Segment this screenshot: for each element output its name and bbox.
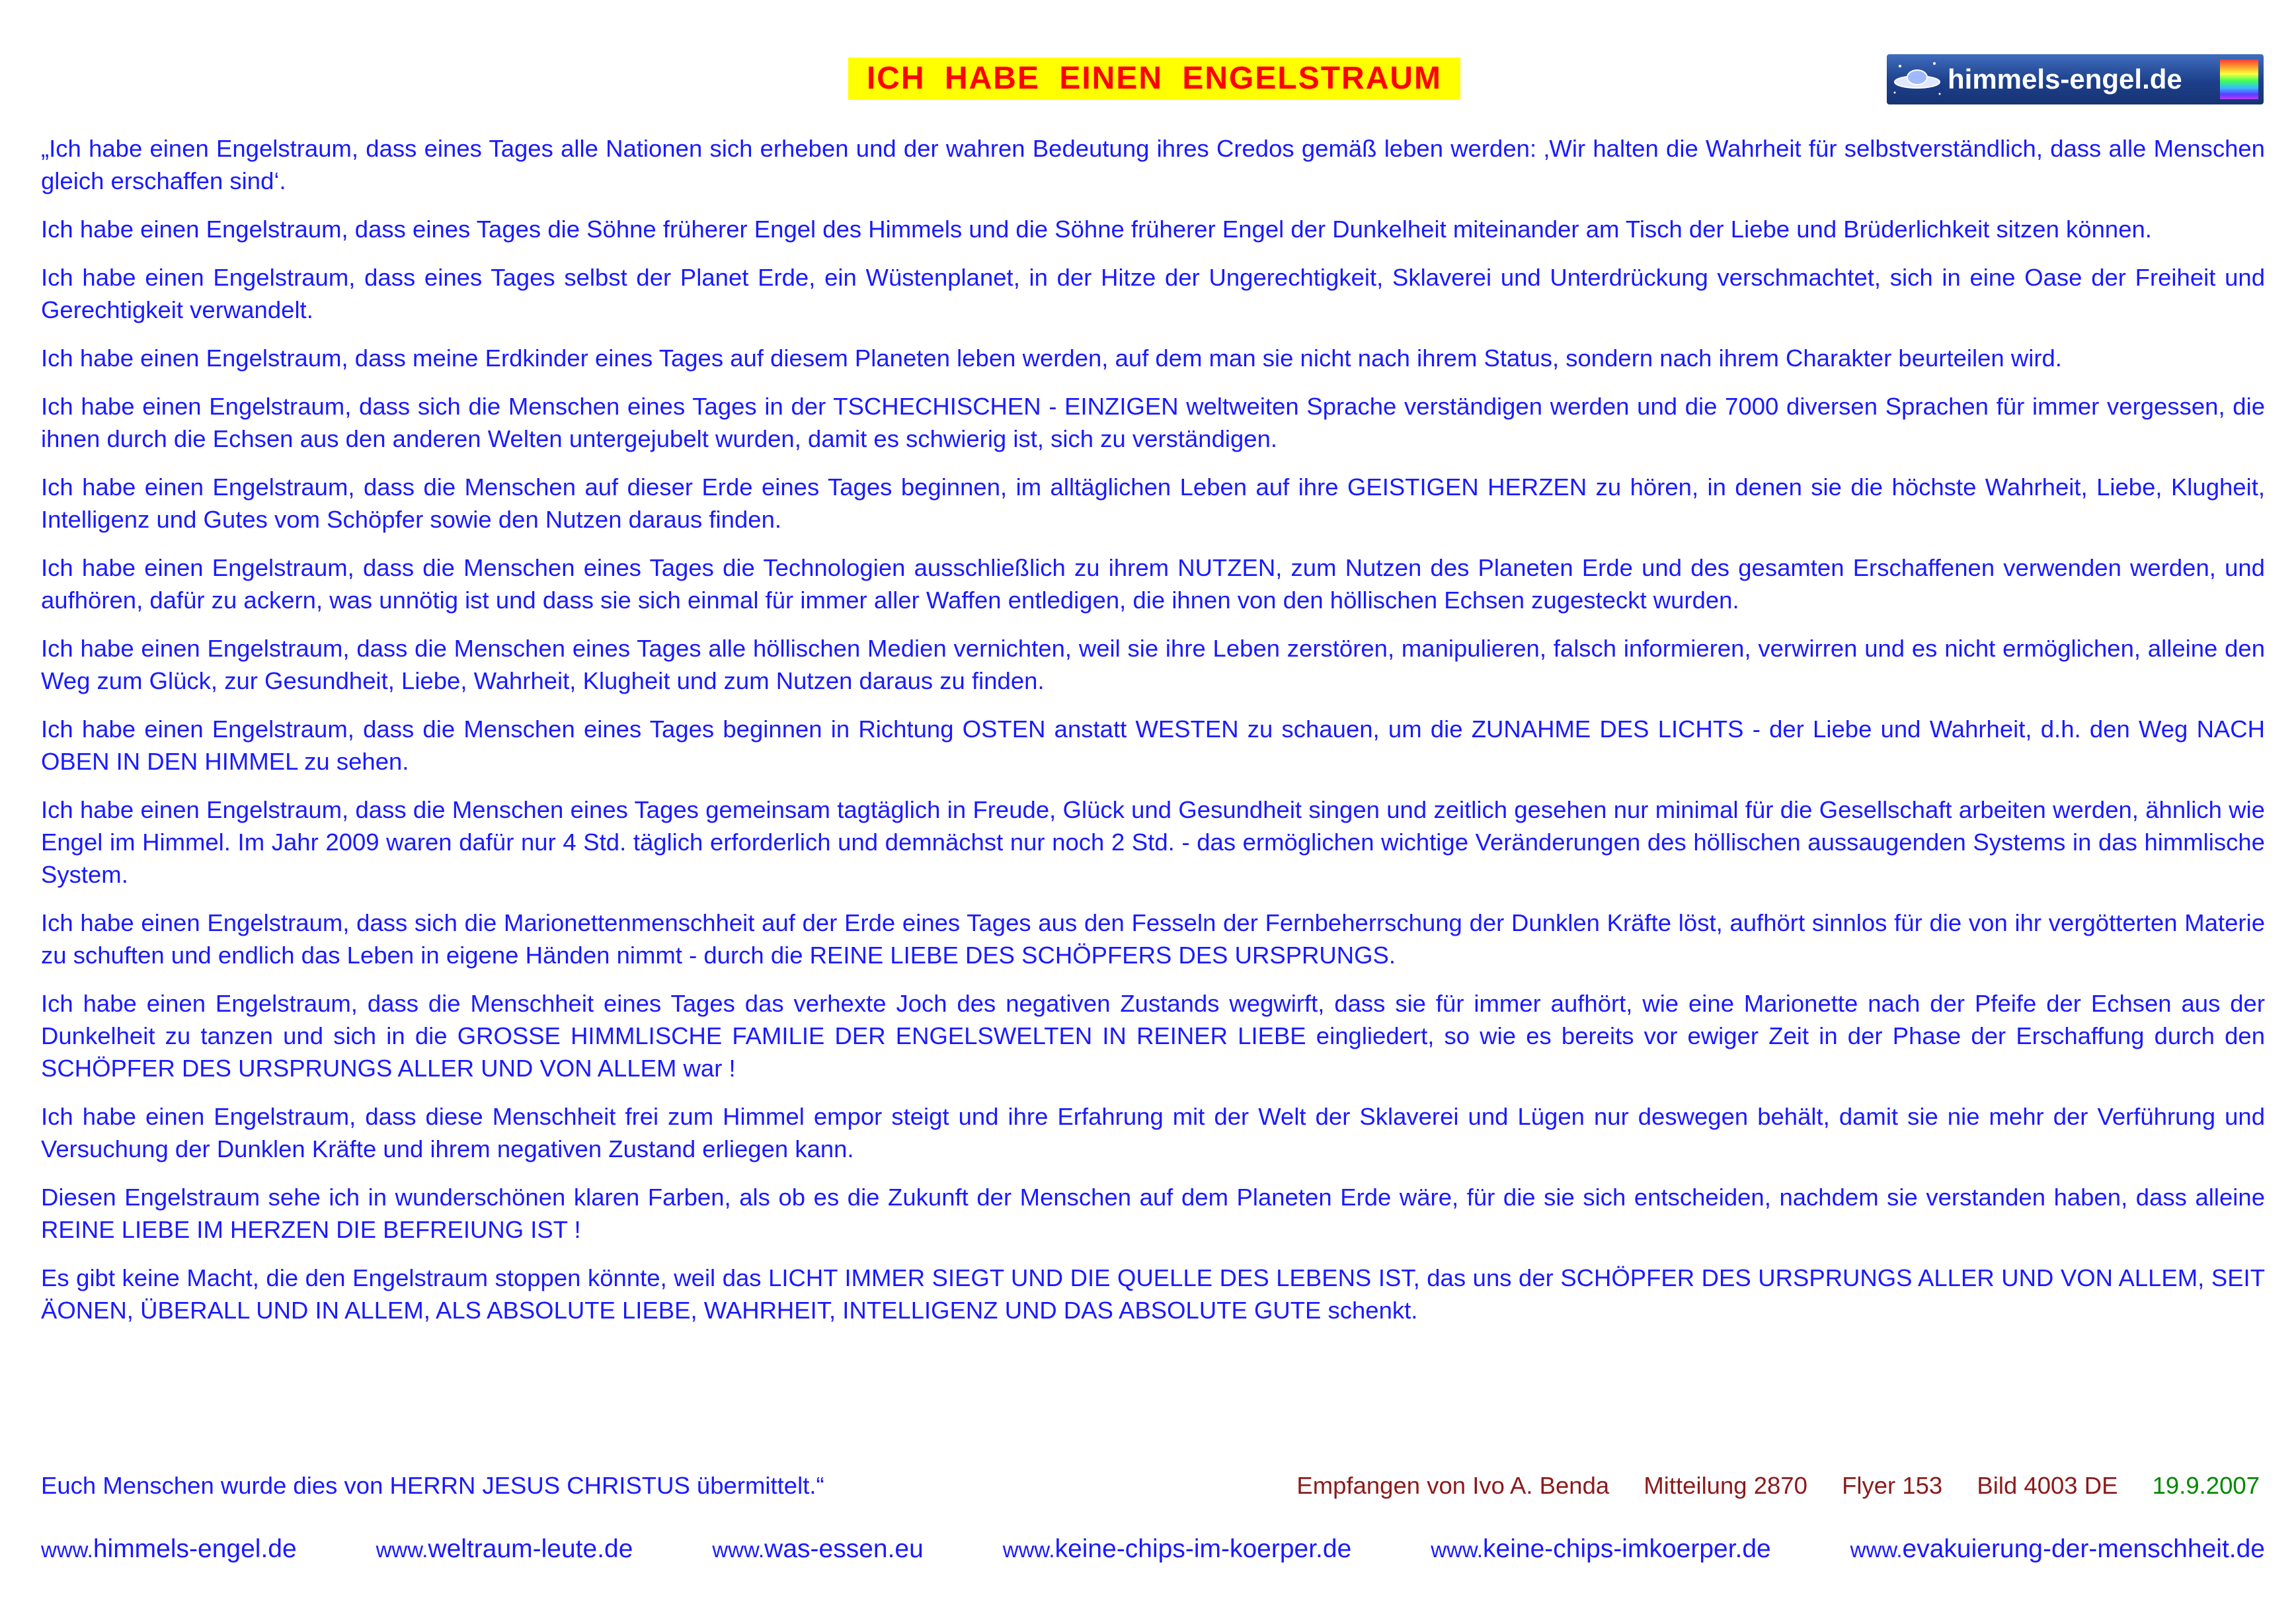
paragraph: Ich habe einen Engelstraum, dass die Menschen eines Tages die Technologien ausschließlich zu ihrem NUTZEN, zum Nutzen des Planeten Erde und des gesamten Erschaffenen verwenden werden, und aufhören, dafür zu ackern, was unnötig ist und dass sie sich einmal für immer aller Waffen entledigen, die ihnen von den höllischen Echsen zugesteckt wurden.: [41, 554, 2265, 614]
paragraph: Es gibt keine Macht, die den Engelstraum stoppen könnte, weil das LICHT IMMER SIEGT UND DIE QUELLE DES LEBENS IST, das uns der SCHÖPFER DES URSPRUNGS ALLER UND VON ALLEM, SEIT ÄONEN, ÜBERALL UND IN ALLEM, ALS ABSOLUTE LIEBE, WAHRHEIT, INTELLIGENZ UND DAS ABSOLUTE GUTE schenkt.: [41, 1264, 2265, 1324]
paragraph: „Ich habe einen Engelstraum, dass eines Tages alle Nationen sich erheben und der wahren Bedeutung ihres Credos gemäß leben werden: ‚Wir halten die Wahrheit für selbstverständlich, dass alle Menschen gleich erschaffen sind‘.: [41, 135, 2265, 194]
footer-info: [41, 1469, 2265, 1502]
link-keine-chips-imkoerper[interactable]: www.keine-chips-imkoerper.de: [1431, 1535, 1771, 1563]
paragraph: Ich habe einen Engelstraum, dass die Menschen eines Tages beginnen in Richtung OSTEN anstatt WESTEN zu schauen, um die ZUNAHME DES LICHTS - der Liebe und Wahrheit, d.h. den Weg NACH OBEN IN DEN HIMMEL zu sehen.: [41, 715, 2265, 775]
page-title: ICH HABE EINEN ENGELSTRAUM: [848, 58, 1460, 100]
rainbow-icon: [2220, 60, 2258, 99]
flyer-number: Flyer 153: [1842, 1472, 1943, 1499]
paragraph: Diesen Engelstraum sehe ich in wunderschönen klaren Farben, als ob es die Zukunft der Menschen auf dem Planeten Erde wäre, für die sie sich entscheiden, nachdem sie verstanden haben, dass alleine REINE LIEBE IM HERZEN DIE BEFREIUNG IST !: [41, 1184, 2265, 1243]
message-meta: [1269, 1469, 2260, 1502]
paragraph: Ich habe einen Engelstraum, dass die Menschen eines Tages alle höllischen Medien vernichten, weil sie ihre Leben zerstören, manipulieren, falsch informieren, verwirren und es nicht ermöglichen, alleine den Weg zum Glück, zur Gesundheit, Liebe, Wahrheit, Klugheit und zum Nutzen daraus zu finden.: [41, 635, 2265, 694]
link-was-essen[interactable]: www.was-essen.eu: [712, 1535, 924, 1563]
website-links: [41, 1533, 2265, 1566]
ufo-icon: [1887, 54, 1946, 104]
site-logo[interactable]: [1887, 54, 2264, 104]
received-from: Empfangen von Ivo A. Benda: [1296, 1472, 1610, 1499]
message-body: [41, 132, 2265, 1342]
paragraph: Ich habe einen Engelstraum, dass eines Tages die Söhne früherer Engel des Himmels und die Söhne früherer Engel der Dunkelheit miteinander am Tisch der Liebe und Brüderlichkeit sitzen können.: [41, 216, 2152, 243]
paragraph: Ich habe einen Engelstraum, dass die Menschen auf dieser Erde eines Tages beginnen, im alltäglichen Leben auf ihre GEISTIGEN HERZEN zu hören, in denen sie die höchste Wahrheit, Liebe, Klugheit, Intelligenz und Gutes vom Schöpfer sowie den Nutzen daraus finden.: [41, 473, 2265, 533]
link-himmels-engel[interactable]: www.himmels-engel.de: [41, 1535, 297, 1563]
paragraph: Ich habe einen Engelstraum, dass die Menschen eines Tages gemeinsam tagtäglich in Freude, Glück und Gesundheit singen und zeitlich gesehen nur minimal für die Gesellschaft arbeiten werden, ähnlich wie Engel im Himmel. Im Jahr 2009 waren dafür nur 4 Std. täglich erforderlich und demnächst nur noch 2 Std. - das ermöglichen wichtige Veränderungen des höllischen aussaugenden Systems in das himmlische System.: [41, 796, 2265, 888]
paragraph: Ich habe einen Engelstraum, dass eines Tages selbst der Planet Erde, ein Wüstenplanet, in der Hitze der Ungerechtigkeit, Sklaverei und Unterdrückung verschmachtet, sich in eine Oase der Freiheit und Gerechtigkeit verwandelt.: [41, 264, 2265, 323]
paragraph: Ich habe einen Engelstraum, dass die Menschheit eines Tages das verhexte Joch des negativen Zustands wegwirft, dass sie für immer aufhört, wie eine Marionette nach der Pfeife der Echsen aus der Dunkelheit zu tanzen und sich in die GROSSE HIMMLISCHE FAMILIE DER ENGELSWELTEN IN REINER LIEBE eingliedert, so wie es bereits vor ewiger Zeit in der Phase der Erschaffung durch den SCHÖPFER DES URSPRUNGS ALLER UND VON ALLEM war !: [41, 990, 2265, 1082]
link-evakuierung[interactable]: www.evakuierung-der-menschheit.de: [1850, 1535, 2265, 1563]
message-date: 19.9.2007: [2152, 1472, 2260, 1499]
paragraph: Ich habe einen Engelstraum, dass meine Erdkinder eines Tages auf diesem Planeten leben werden, auf dem man sie nicht nach ihrem Status, sondern nach ihrem Charakter beurteilen wird.: [41, 345, 2062, 372]
image-number: Bild 4003 DE: [1977, 1472, 2118, 1499]
paragraph: Ich habe einen Engelstraum, dass diese Menschheit frei zum Himmel empor steigt und ihre Erfahrung mit der Welt der Sklaverei und Lügen nur deswegen behält, damit sie nie mehr der Verführung und Versuchung der Dunklen Kräfte und ihrem negativen Zustand erliegen kann.: [41, 1103, 2265, 1162]
link-weltraum-leute[interactable]: www.weltraum-leute.de: [376, 1535, 633, 1563]
closing-line: Euch Menschen wurde dies von HERRN JESUS CHRISTUS übermittelt.“: [41, 1472, 824, 1499]
paragraph: Ich habe einen Engelstraum, dass sich die Marionettenmenschheit auf der Erde eines Tages aus den Fesseln der Fernbeherrschung der Dunklen Kräfte löst, aufhört sinnlos für die von ihr vergötterten Materie zu schuften und endlich das Leben in eigene Händen nimmt - durch die REINE LIEBE DES SCHÖPFERS DES URSPRUNGS.: [41, 909, 2265, 969]
link-keine-chips-im-koerper[interactable]: www.keine-chips-im-koerper.de: [1002, 1535, 1352, 1563]
logo-text: himmels-engel.de: [1948, 63, 2182, 95]
paragraph: Ich habe einen Engelstraum, dass sich die Menschen eines Tages in der TSCHECHISCHEN - EINZIGEN weltweiten Sprache verständigen werden und die 7000 diversen Sprachen für immer vergessen, die ihnen durch die Echsen aus den anderen Welten untergejubelt wurden, damit es schwierig ist, sich zu verständigen.: [41, 393, 2265, 452]
message-number: Mitteilung 2870: [1643, 1472, 1807, 1499]
